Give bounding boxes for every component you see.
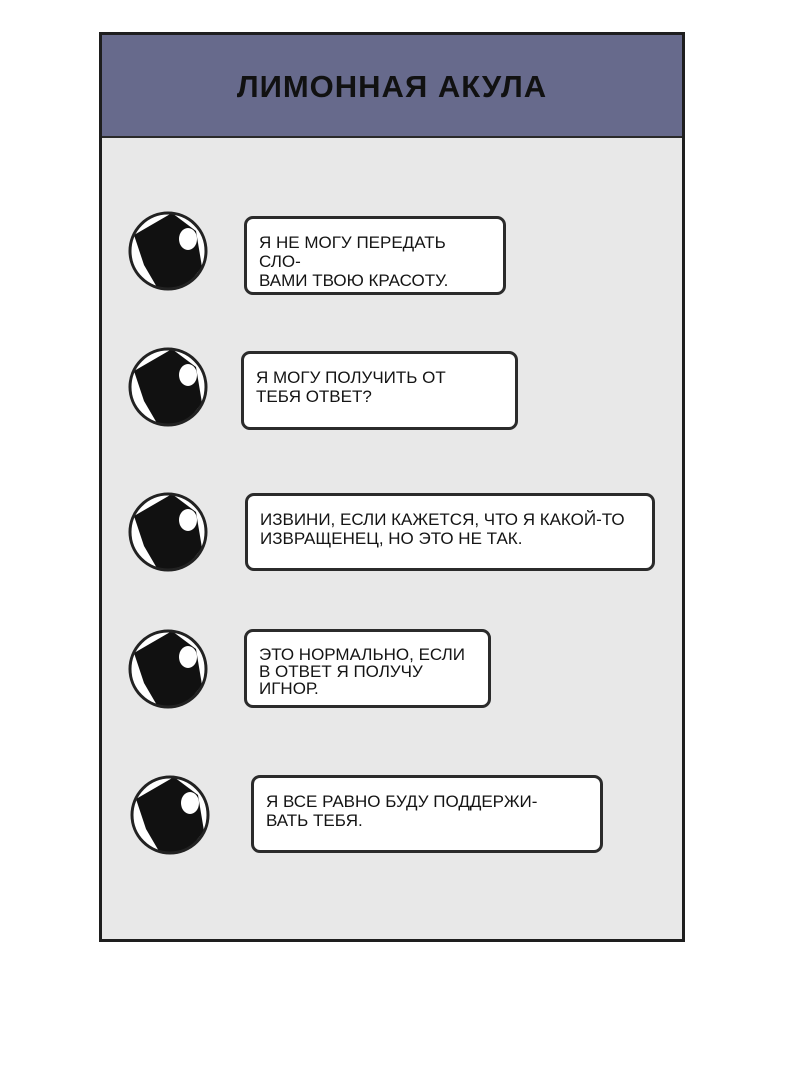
chat-header [102, 35, 682, 138]
message-bubble [244, 216, 506, 295]
message-bubble [241, 351, 518, 430]
message-text: ЭТО НОРМАЛЬНО, ЕСЛИ В ОТВЕТ Я ПОЛУЧУ ИГНОР. [259, 645, 465, 698]
message-text: Я ВСЕ РАВНО БУДУ ПОДДЕРЖИ- ВАТЬ ТЕБЯ. [266, 792, 538, 830]
message-bubble [245, 493, 655, 571]
sender-avatar-icon[interactable] [126, 209, 210, 293]
chat-title: ЛИМОННАЯ АКУЛА [236, 68, 548, 104]
sender-avatar-icon[interactable] [126, 490, 210, 574]
message-bubble [244, 629, 491, 708]
message-text: Я НЕ МОГУ ПЕРЕДАТЬ СЛО- ВАМИ ТВОЮ КРАСОТУ. [259, 233, 449, 290]
sender-avatar-icon[interactable] [126, 345, 210, 429]
message-text: ИЗВИНИ, ЕСЛИ КАЖЕТСЯ, ЧТО Я КАКОЙ-ТО ИЗВРАЩЕНЕЦ, НО ЭТО НЕ ТАК. [260, 510, 625, 548]
message-bubble [251, 775, 603, 853]
chat-window [99, 32, 685, 942]
sender-avatar-icon[interactable] [128, 773, 212, 857]
sender-avatar-icon[interactable] [126, 627, 210, 711]
message-text: Я МОГУ ПОЛУЧИТЬ ОТ ТЕБЯ ОТВЕТ? [256, 368, 446, 406]
